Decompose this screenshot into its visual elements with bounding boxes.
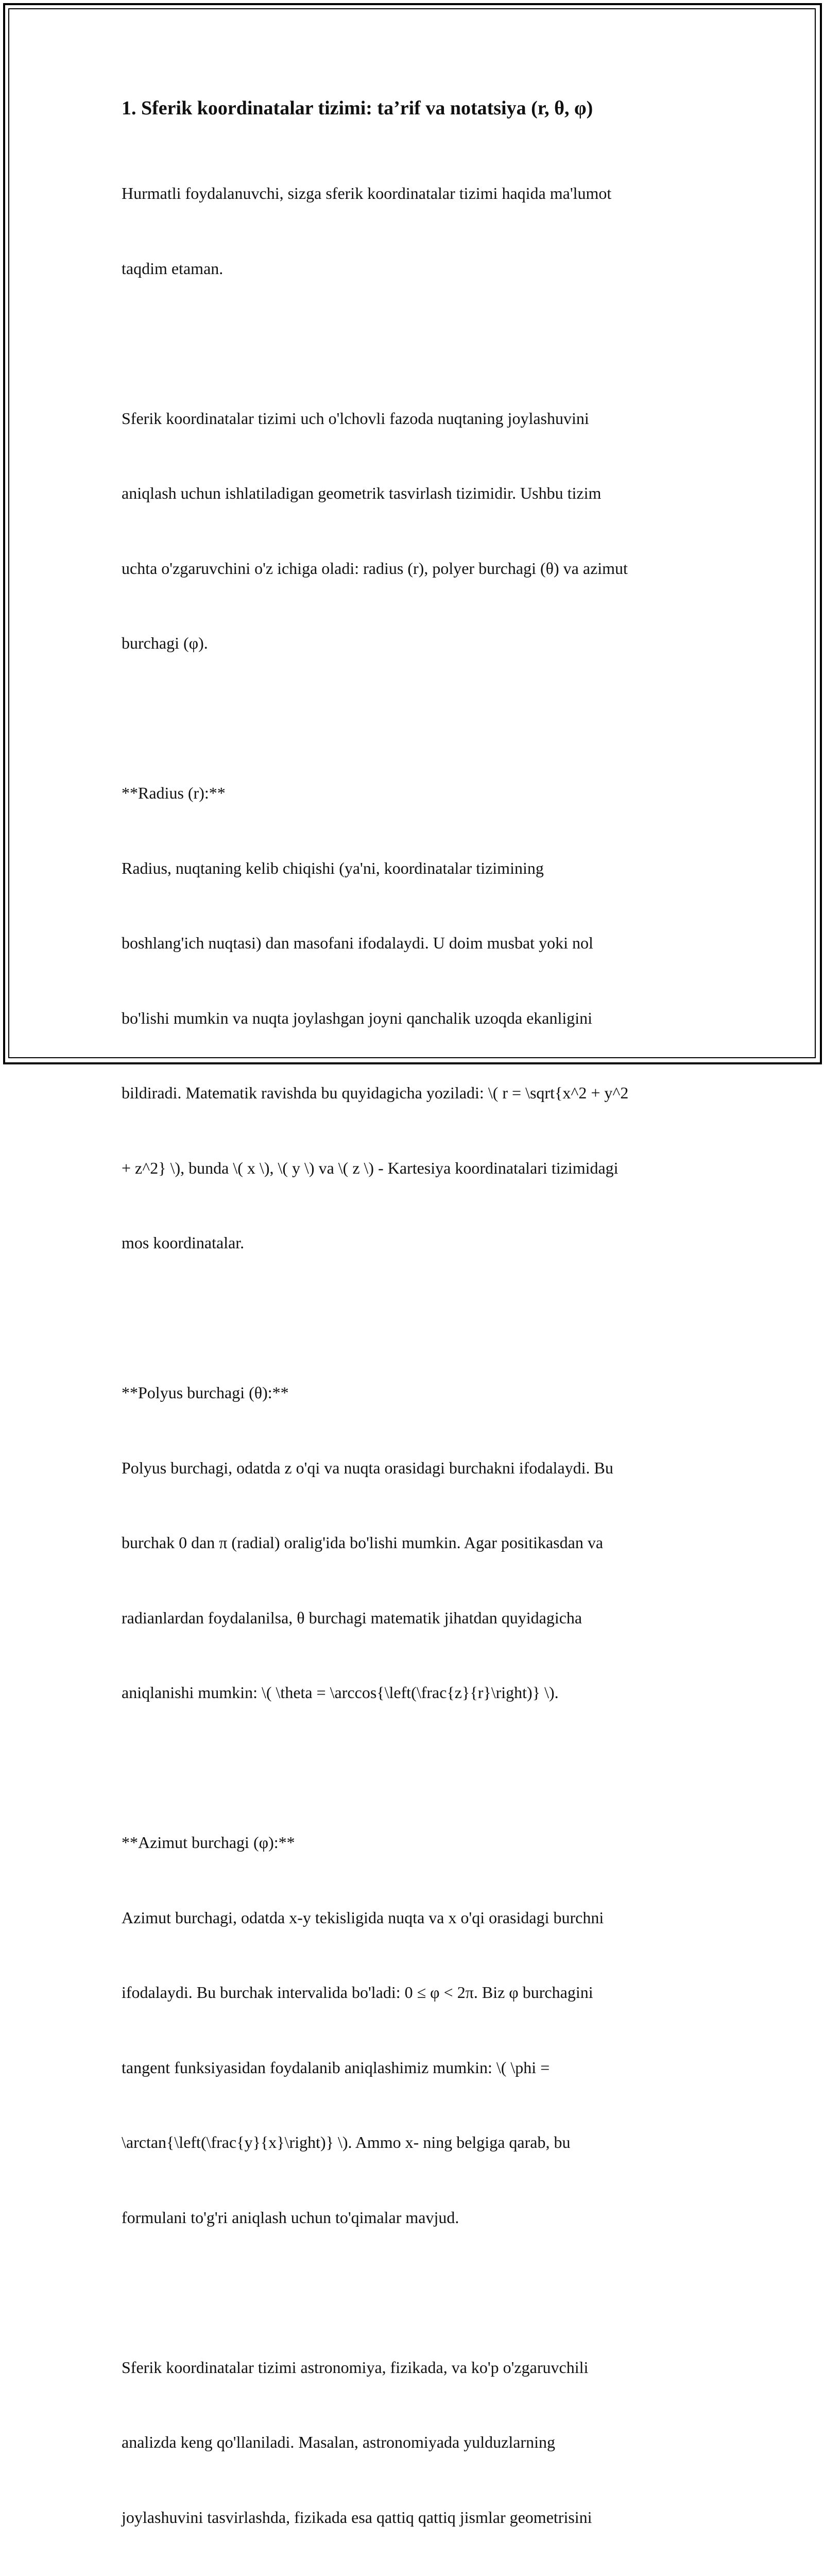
text-line: aniqlanishi mumkin: \( \theta = \arccos{\left(\frac{z}{r}\right)} \). <box>122 1680 703 1705</box>
text-line: Polyus burchagi, odatda z o'qi va nuqta orasidagi burchakni ifodalaydi. Bu <box>122 1455 703 1481</box>
paragraph-polar-angle <box>122 1330 703 1755</box>
document-title: 1. Sferik koordinatalar tizimi: ta’rif va notatsiya (r, θ, φ) <box>122 95 703 122</box>
text-line: burchagi (φ). <box>122 631 703 656</box>
text-line: bo'lishi mumkin va nuqta joylashgan joyni qanchalik uzoqda ekanligini <box>122 1006 703 1031</box>
text-line: bildiradi. Matematik ravishda bu quyidagicha yoziladi: \( r = \sqrt{x^2 + y^2 <box>122 1080 703 1106</box>
paragraph-intro <box>122 131 703 331</box>
section-heading-azimuth: **Azimut burchagi (φ):** <box>122 1830 703 1855</box>
text-line: Azimut burchagi, odatda x-y tekisligida nuqta va x o'qi orasidagi burchni <box>122 1905 703 1930</box>
text-line: + z^2} \), bunda \( x \), \( y \) va \( z \) - Kartesiya koordinatalari tizimidagi <box>122 1156 703 1181</box>
text-line: taqdim etaman. <box>122 256 703 281</box>
text-line: analizda keng qo'llaniladi. Masalan, astronomiyada yulduzlarning <box>122 2430 703 2455</box>
paragraph-applications <box>122 2305 703 2576</box>
text-line: \arctan{\left(\frac{y}{x}\right)} \). Ammo x- ning belgiga qarab, bu <box>122 2130 703 2155</box>
paragraph-azimuth <box>122 1780 703 2280</box>
text-line: boshlang'ich nuqtasi) dan masofani ifodalaydi. U doim musbat yoki nol <box>122 930 703 956</box>
text-line: joylashuvini tasvirlashda, fizikada esa qattiq qattiq jismlar geometrisini <box>122 2505 703 2530</box>
text-line: Radius, nuqtaning kelib chiqishi (ya'ni, koordinatalar tizimining <box>122 856 703 881</box>
text-line: aniqlash uchun ishlatiladigan geometrik tasvirlash tizimidir. Ushbu tizim <box>122 481 703 506</box>
text-line: burchak 0 dan π (radial) oralig'ida bo'lishi mumkin. Agar positikasdan va <box>122 1530 703 1555</box>
text-line: ifodalaydi. Bu burchak intervalida bo'ladi: 0 ≤ φ < 2π. Biz φ burchagini <box>122 1980 703 2005</box>
text-line: mos koordinatalar. <box>122 1230 703 1256</box>
text-line: Sferik koordinatalar tizimi uch o'lchovli fazoda nuqtaning joylashuvini <box>122 406 703 431</box>
paragraph-radius <box>122 731 703 1306</box>
text-line: formulani to'g'ri aniqlash uchun to'qimalar mavjud. <box>122 2205 703 2230</box>
text-line: Hurmatli foydalanuvchi, sizga sferik koordinatalar tizimi haqida ma'lumot <box>122 181 703 206</box>
paragraph-definition <box>122 356 703 706</box>
text-line: Sferik koordinatalar tizimi astronomiya, fizikada, va ko'p o'zgaruvchili <box>122 2355 703 2380</box>
section-heading-radius: **Radius (r):** <box>122 781 703 806</box>
text-line: uchta o'zgaruvchini o'z ichiga oladi: radius (r), polyer burchagi (θ) va azimut <box>122 556 703 581</box>
document-body <box>122 95 703 2576</box>
text-line: tangent funksiyasidan foydalanib aniqlashimiz mumkin: \( \phi = <box>122 2055 703 2080</box>
section-heading-polar: **Polyus burchagi (θ):** <box>122 1380 703 1405</box>
text-line: radianlardan foydalanilsa, θ burchagi matematik jihatdan quyidagicha <box>122 1605 703 1631</box>
